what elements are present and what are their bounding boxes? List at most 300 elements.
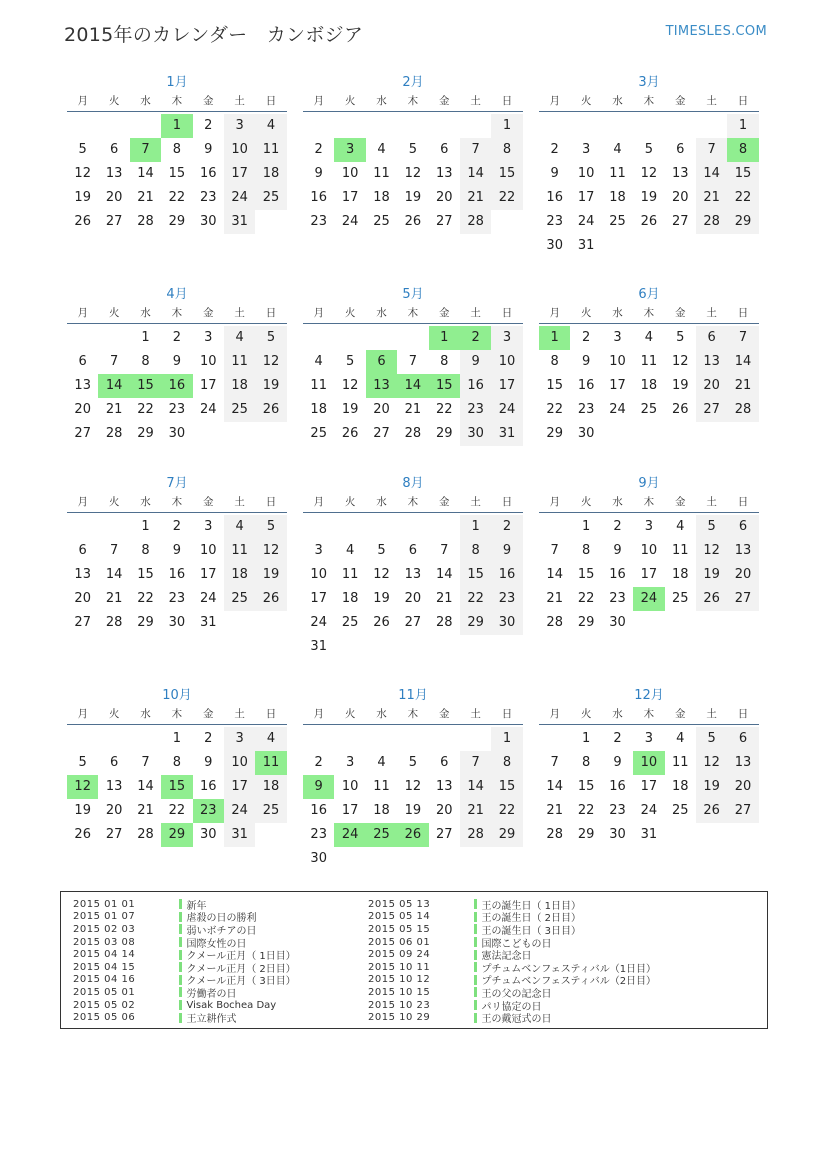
day-cell: 11	[224, 350, 255, 374]
day-cell: 26	[74, 827, 91, 842]
day-cell: 1	[581, 731, 591, 746]
day-cell: 20	[74, 591, 91, 606]
day-cell: 18	[224, 563, 255, 587]
day-cell: 22	[435, 402, 453, 417]
day-cell: 13	[727, 751, 758, 775]
weekday-label: 金	[675, 708, 686, 720]
day-cell: 13	[435, 779, 453, 794]
day-cell: 30	[609, 827, 626, 842]
holiday-name: 王の戴冠式の日	[481, 1014, 552, 1026]
holiday-day: 29	[161, 823, 192, 847]
holiday-name: 労働者の日	[186, 988, 237, 1000]
day-cell: 4	[644, 330, 653, 345]
day-cell: 7	[460, 138, 491, 162]
day-cell: 18	[609, 190, 626, 205]
day-cell: 23	[577, 402, 595, 417]
month-11	[303, 687, 523, 871]
weekday-label: 土	[234, 307, 245, 319]
day-cell: 7	[550, 755, 559, 770]
day-cell: 4	[676, 731, 685, 746]
holiday-row	[61, 923, 296, 936]
day-cell: 31	[310, 639, 327, 654]
weekday-label: 水	[140, 95, 151, 107]
day-cell: 11	[310, 378, 327, 393]
weekday-label: 日	[737, 307, 749, 319]
day-cell: 13	[105, 166, 123, 181]
holiday-date: 2015 05 13	[368, 898, 431, 910]
holiday-day: 1	[429, 326, 460, 350]
day-cell: 10	[224, 138, 255, 162]
day-cell: 5	[644, 142, 653, 157]
day-cell: 25	[224, 587, 255, 611]
weekday-label: 日	[501, 95, 513, 107]
day-cell: 22	[460, 587, 491, 611]
day-cell: 27	[74, 426, 91, 441]
weekday-label: 土	[234, 95, 245, 107]
day-cell: 27	[74, 615, 91, 630]
day-cell: 17	[224, 162, 255, 186]
day-cell: 16	[460, 374, 491, 398]
weekday-label: 水	[140, 496, 151, 508]
day-cell: 23	[168, 402, 186, 417]
day-cell: 12	[404, 779, 422, 794]
day-cell: 9	[460, 350, 491, 374]
day-cell: 6	[109, 755, 119, 770]
weekday-header	[539, 493, 759, 513]
holiday-date: 2015 10 29	[368, 1012, 431, 1024]
day-cell: 20	[727, 775, 758, 799]
day-grid	[539, 326, 759, 446]
day-cell: 27	[727, 799, 758, 823]
weekday-label: 日	[737, 95, 749, 107]
day-cell: 25	[640, 402, 658, 417]
holiday-date: 2015 05 06	[73, 1012, 136, 1024]
weekday-label: 土	[234, 496, 245, 508]
day-cell: 13	[404, 567, 422, 582]
holiday-date: 2015 10 12	[368, 974, 431, 986]
day-cell: 30	[609, 615, 626, 630]
weekday-header	[303, 92, 523, 112]
day-cell: 4	[224, 515, 255, 539]
day-cell: 14	[546, 567, 563, 582]
day-cell: 10	[640, 543, 658, 558]
holiday-name: 王の誕生日（ 3日目）	[481, 925, 582, 937]
day-cell: 4	[314, 354, 323, 369]
day-cell: 11	[373, 166, 390, 181]
day-cell: 2	[550, 142, 559, 157]
day-cell: 18	[341, 591, 359, 606]
holiday-name: 王の父の記念日	[481, 988, 552, 1000]
day-cell: 27	[373, 426, 390, 441]
empty-cell	[67, 326, 98, 350]
day-cell: 20	[105, 803, 123, 818]
day-grid	[539, 515, 759, 635]
day-cell: 11	[671, 543, 689, 558]
day-cell: 19	[696, 775, 727, 799]
month-title: 12月	[634, 688, 664, 703]
holiday-name: クメール正月（ 1日目）	[186, 951, 296, 963]
day-cell: 29	[168, 214, 186, 229]
weekday-header	[67, 92, 287, 112]
empty-cell	[397, 114, 428, 138]
day-cell: 31	[199, 615, 217, 630]
day-cell: 2	[314, 142, 323, 157]
holiday-date: 2015 05 15	[368, 923, 431, 935]
day-cell: 6	[440, 755, 449, 770]
day-cell: 8	[141, 354, 150, 369]
day-cell: 4	[377, 755, 386, 770]
day-cell: 5	[696, 727, 727, 751]
day-cell: 28	[460, 823, 491, 847]
page-title: 2015年のカレンダー カンボジア	[64, 24, 364, 46]
day-cell: 11	[224, 539, 255, 563]
day-cell: 21	[137, 803, 154, 818]
day-cell: 10	[199, 354, 217, 369]
day-cell: 5	[696, 515, 727, 539]
day-cell: 22	[168, 190, 186, 205]
day-cell: 22	[577, 803, 595, 818]
holiday-name: 虐殺の日の勝利	[186, 913, 257, 925]
day-cell: 19	[404, 190, 422, 205]
day-cell: 25	[671, 803, 689, 818]
weekday-header	[539, 304, 759, 324]
day-cell: 7	[550, 543, 559, 558]
day-cell: 4	[676, 519, 685, 534]
day-cell: 16	[577, 378, 595, 393]
empty-cell	[130, 727, 161, 751]
day-cell: 4	[377, 142, 386, 157]
weekday-label: 火	[344, 95, 356, 107]
day-cell: 15	[577, 779, 595, 794]
day-cell: 16	[310, 190, 327, 205]
day-cell: 3	[204, 330, 213, 345]
holiday-marker	[474, 912, 477, 922]
weekday-label: 木	[643, 496, 655, 508]
weekday-label: 金	[439, 496, 450, 508]
day-cell: 10	[491, 350, 522, 374]
day-cell: 8	[172, 755, 181, 770]
day-cell: 18	[640, 378, 658, 393]
day-cell: 1	[581, 519, 591, 534]
day-cell: 23	[609, 803, 626, 818]
day-cell: 10	[577, 166, 595, 181]
day-cell: 14	[105, 567, 123, 582]
day-cell: 9	[491, 539, 522, 563]
holiday-day: 12	[67, 775, 98, 799]
day-cell: 8	[581, 543, 591, 558]
weekday-label: 木	[407, 95, 419, 107]
day-cell: 13	[671, 166, 689, 181]
holiday-name: プチュムベンフェスティバル（2日目）	[481, 976, 657, 988]
holiday-day: 24	[334, 823, 365, 847]
day-cell: 17	[640, 779, 658, 794]
holiday-day: 15	[130, 374, 161, 398]
day-cell: 24	[341, 214, 359, 229]
month-title: 8月	[402, 476, 424, 491]
day-cell: 5	[377, 543, 386, 558]
day-cell: 12	[255, 350, 286, 374]
day-cell: 11	[671, 755, 689, 770]
day-cell: 22	[491, 186, 522, 210]
empty-cell	[67, 727, 98, 751]
month-6	[539, 286, 759, 446]
day-cell: 21	[137, 190, 154, 205]
holiday-list	[60, 891, 768, 1029]
weekday-header	[303, 493, 523, 513]
day-cell: 2	[491, 515, 522, 539]
holiday-marker	[179, 1013, 182, 1023]
day-cell: 1	[141, 519, 150, 534]
weekday-label: 水	[376, 496, 387, 508]
day-cell: 23	[168, 591, 186, 606]
day-cell: 9	[172, 354, 181, 369]
weekday-label: 火	[344, 307, 356, 319]
day-cell: 30	[199, 827, 217, 842]
holiday-date: 2015 10 23	[368, 999, 431, 1011]
day-cell: 23	[199, 190, 217, 205]
day-cell: 3	[224, 114, 255, 138]
holiday-day: 1	[539, 326, 570, 350]
month-4	[67, 286, 287, 446]
weekday-label: 日	[265, 496, 277, 508]
day-cell: 29	[491, 823, 522, 847]
day-cell: 30	[168, 615, 186, 630]
day-cell: 20	[727, 563, 758, 587]
day-cell: 8	[460, 539, 491, 563]
day-cell: 2	[613, 731, 622, 746]
day-cell: 23	[310, 827, 327, 842]
day-cell: 15	[491, 775, 522, 799]
day-cell: 28	[435, 615, 453, 630]
weekday-label: 木	[171, 307, 183, 319]
holiday-marker	[474, 987, 477, 997]
weekday-label: 金	[203, 708, 214, 720]
day-cell: 18	[671, 567, 689, 582]
day-cell: 16	[310, 803, 327, 818]
day-cell: 25	[341, 615, 359, 630]
weekday-header	[539, 705, 759, 725]
day-cell: 6	[408, 543, 417, 558]
holiday-day: 7	[130, 138, 161, 162]
day-cell: 28	[137, 827, 154, 842]
day-cell: 16	[546, 190, 563, 205]
day-cell: 22	[137, 402, 154, 417]
day-cell: 11	[609, 166, 626, 181]
day-cell: 27	[105, 827, 123, 842]
holiday-name: プチュムベンフェスティバル（1日目）	[481, 963, 657, 975]
day-cell: 24	[577, 214, 595, 229]
day-grid	[539, 114, 759, 258]
empty-cell	[334, 326, 365, 350]
day-cell: 6	[440, 142, 449, 157]
day-cell: 26	[404, 214, 422, 229]
holiday-day: 14	[397, 374, 428, 398]
empty-cell	[696, 114, 727, 138]
month-title: 1月	[166, 75, 188, 90]
day-cell: 15	[491, 162, 522, 186]
weekday-label: 火	[580, 307, 592, 319]
day-cell: 24	[609, 402, 626, 417]
day-cell: 17	[199, 378, 217, 393]
day-cell: 3	[644, 731, 653, 746]
month-title: 9月	[638, 476, 660, 491]
month-10	[67, 687, 287, 847]
holiday-name: 国際こどもの日	[481, 938, 552, 950]
month-2	[303, 74, 523, 234]
day-cell: 12	[671, 354, 689, 369]
weekday-label: 土	[706, 307, 717, 319]
weekday-label: 水	[376, 307, 387, 319]
day-cell: 10	[310, 567, 327, 582]
holiday-marker	[474, 899, 477, 909]
day-cell: 24	[310, 615, 327, 630]
day-cell: 9	[204, 755, 213, 770]
weekday-header	[303, 304, 523, 324]
day-cell: 19	[373, 591, 390, 606]
holiday-row	[61, 986, 296, 999]
weekday-label: 水	[612, 496, 623, 508]
day-cell: 12	[696, 539, 727, 563]
day-cell: 18	[671, 779, 689, 794]
day-cell: 16	[199, 779, 217, 794]
holiday-name: クメール正月（ 2日目）	[186, 963, 296, 975]
holiday-name: 憲法記念日	[481, 951, 532, 963]
weekday-header	[67, 493, 287, 513]
day-cell: 20	[696, 374, 727, 398]
holiday-row	[61, 898, 296, 911]
day-cell: 1	[491, 727, 522, 751]
holiday-marker	[474, 924, 477, 934]
empty-cell	[397, 727, 428, 751]
weekday-label: 月	[77, 496, 88, 508]
day-cell: 27	[696, 398, 727, 422]
day-cell: 30	[546, 238, 563, 253]
day-cell: 3	[491, 326, 522, 350]
day-cell: 7	[109, 354, 119, 369]
day-cell: 16	[609, 779, 626, 794]
weekday-label: 土	[470, 307, 481, 319]
day-cell: 11	[373, 779, 390, 794]
weekday-label: 金	[439, 307, 450, 319]
day-cell: 14	[435, 567, 453, 582]
weekday-label: 水	[612, 95, 623, 107]
holiday-date: 2015 09 24	[368, 949, 431, 961]
day-cell: 25	[255, 186, 286, 210]
day-cell: 25	[310, 426, 327, 441]
weekday-label: 水	[376, 95, 387, 107]
holiday-name: 国際女性の日	[186, 938, 247, 950]
weekday-label: 月	[313, 708, 324, 720]
holiday-marker	[474, 1013, 477, 1023]
day-cell: 23	[460, 398, 491, 422]
day-cell: 6	[727, 727, 758, 751]
empty-cell	[67, 515, 98, 539]
day-cell: 1	[491, 114, 522, 138]
empty-cell	[397, 326, 428, 350]
day-cell: 14	[460, 162, 491, 186]
holiday-marker	[179, 987, 182, 997]
day-cell: 18	[224, 374, 255, 398]
holiday-marker	[474, 962, 477, 972]
day-cell: 5	[78, 142, 87, 157]
day-cell: 22	[168, 803, 186, 818]
day-cell: 21	[546, 803, 563, 818]
day-cell: 21	[404, 402, 422, 417]
day-cell: 24	[199, 591, 217, 606]
weekday-label: 火	[344, 496, 356, 508]
day-cell: 14	[460, 775, 491, 799]
day-cell: 3	[613, 330, 622, 345]
day-cell: 27	[727, 587, 758, 611]
day-cell: 3	[581, 142, 591, 157]
weekday-label: 月	[549, 307, 560, 319]
weekday-label: 土	[470, 708, 481, 720]
day-cell: 2	[314, 755, 323, 770]
day-cell: 16	[199, 166, 217, 181]
day-cell: 18	[310, 402, 327, 417]
day-cell: 28	[546, 615, 563, 630]
holiday-day: 1	[161, 114, 192, 138]
month-5	[303, 286, 523, 446]
empty-cell	[602, 114, 633, 138]
day-cell: 12	[74, 166, 91, 181]
holiday-column-right	[356, 898, 656, 1024]
holiday-day: 9	[303, 775, 334, 799]
weekday-label: 木	[171, 708, 183, 720]
day-cell: 12	[255, 539, 286, 563]
day-grid	[67, 114, 287, 234]
day-cell: 29	[137, 615, 154, 630]
holiday-marker	[179, 937, 182, 947]
day-cell: 10	[199, 543, 217, 558]
day-cell: 18	[255, 775, 286, 799]
holiday-name: 新年	[186, 900, 207, 912]
day-cell: 7	[696, 138, 727, 162]
holiday-date: 2015 05 02	[73, 999, 136, 1011]
holiday-marker	[474, 1000, 477, 1010]
day-cell: 29	[546, 426, 563, 441]
holiday-day: 3	[334, 138, 365, 162]
day-cell: 16	[491, 563, 522, 587]
holiday-date: 2015 04 15	[73, 961, 136, 973]
day-cell: 26	[640, 214, 658, 229]
weekday-label: 水	[140, 307, 151, 319]
weekday-label: 金	[675, 307, 686, 319]
day-cell: 13	[74, 567, 91, 582]
day-cell: 17	[341, 803, 359, 818]
day-cell: 19	[255, 374, 286, 398]
day-cell: 20	[105, 190, 123, 205]
day-cell: 24	[199, 402, 217, 417]
month-7	[67, 475, 287, 635]
holiday-day: 10	[633, 751, 664, 775]
day-cell: 30	[168, 426, 186, 441]
day-cell: 17	[224, 775, 255, 799]
empty-cell	[303, 326, 334, 350]
day-cell: 21	[696, 186, 727, 210]
day-cell: 3	[345, 755, 355, 770]
empty-cell	[98, 114, 129, 138]
day-cell: 6	[109, 142, 119, 157]
weekday-label: 月	[313, 307, 324, 319]
day-cell: 27	[435, 214, 453, 229]
holiday-day: 25	[366, 823, 397, 847]
site-logo[interactable]: TIMESLES.COM	[665, 24, 767, 39]
day-cell: 8	[550, 354, 559, 369]
weekday-header	[539, 92, 759, 112]
holiday-day: 6	[366, 350, 397, 374]
empty-cell	[366, 114, 397, 138]
